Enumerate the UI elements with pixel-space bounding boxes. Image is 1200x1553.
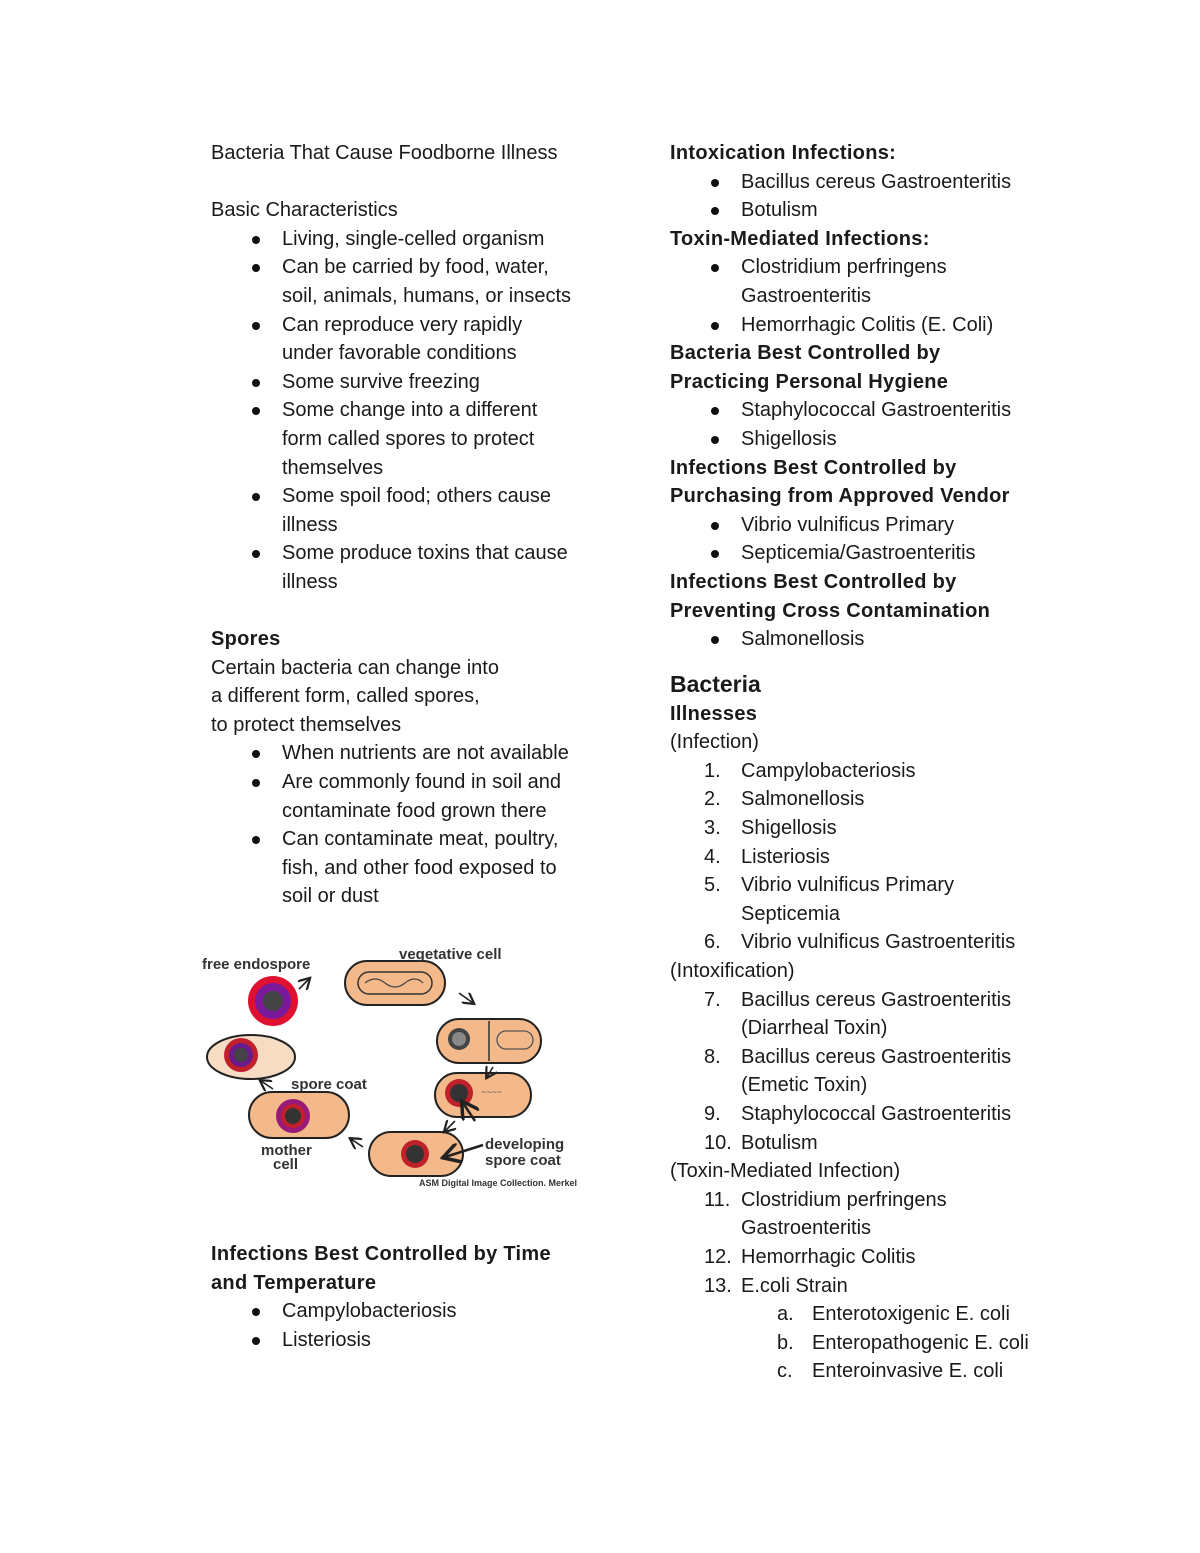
sporulating-cell: [435, 1073, 531, 1117]
list-item: [211, 225, 611, 254]
dividing-cell: [437, 1019, 541, 1063]
list-item: [670, 1129, 1070, 1158]
list-item-text: Can be carried by food, water,: [282, 256, 549, 279]
list-item-text: Septicemia: [741, 902, 840, 925]
list-item-text: Can contaminate meat, poultry,: [282, 828, 559, 851]
list-number: 13.: [704, 1274, 732, 1297]
list-item: [211, 311, 611, 368]
list-item: [670, 168, 1070, 197]
list-item: [211, 368, 611, 397]
list-item-text: E.coli Strain: [741, 1274, 848, 1297]
label-developing: developing: [485, 1136, 565, 1153]
list-item: [670, 1300, 1070, 1329]
list-item-text: soil, animals, humans, or insects: [282, 284, 572, 307]
label-spore-coat: spore coat: [291, 1076, 367, 1093]
list-item-text: Enterotoxigenic E. coli: [812, 1303, 1010, 1326]
list-item-text: Enteroinvasive E. coli: [812, 1360, 1004, 1383]
list-item: [670, 928, 1070, 957]
text-line: Infections Best Controlled by Time: [211, 1243, 551, 1265]
list-number: 10.: [704, 1131, 732, 1154]
list-item: [670, 1243, 1070, 1272]
svg-text:~~~~: ~~~~: [481, 1087, 503, 1097]
text-line: Bacteria Best Controlled by: [670, 342, 941, 365]
text-line: and Temperature: [211, 1271, 377, 1294]
list-item-text: (Diarrheal Toxin): [741, 1017, 888, 1040]
text-line: Preventing Cross Contamination: [670, 599, 991, 622]
list-item-text: Some change into a different: [282, 399, 538, 422]
list-item-text: illness: [282, 513, 338, 536]
list-item-text: Salmonellosis: [741, 628, 865, 651]
time-temperature-section: [211, 1240, 611, 1354]
developing-spore-coat-cell: [369, 1132, 463, 1176]
infection-label: (Infection): [670, 731, 759, 754]
bacteria-heading: Bacteria: [670, 670, 761, 697]
intoxification-label: (Intoxification): [670, 960, 795, 983]
label-cell: cell: [273, 1156, 299, 1173]
left-column: [211, 139, 611, 911]
list-item: [670, 625, 1070, 654]
list-item-text: Listeriosis: [282, 1328, 371, 1351]
text-line: Infections Best Controlled by: [670, 456, 957, 479]
list-item-text: Gastroenteritis: [741, 284, 872, 307]
list-item-text: Can reproduce very rapidly: [282, 313, 523, 336]
text-line: Practicing Personal Hygiene: [670, 370, 949, 393]
list-number: 6.: [704, 931, 721, 954]
text-line: a different form, called spores,: [211, 685, 480, 708]
list-item: [670, 196, 1070, 225]
list-number: 9.: [704, 1103, 721, 1125]
spores-list: [211, 739, 611, 911]
list-item-text: Campylobacteriosis: [282, 1300, 457, 1323]
list-item: [211, 1297, 611, 1326]
list-item: [211, 739, 611, 768]
label-mother: mother: [261, 1142, 312, 1159]
mother-cell: [249, 1092, 349, 1138]
ecoli-strain-list: [670, 1300, 1070, 1386]
list-item: [670, 871, 1070, 928]
label-free-endospore: free endospore: [202, 956, 311, 973]
list-item: [670, 1357, 1070, 1386]
list-number: a.: [777, 1303, 794, 1326]
right-column: [670, 139, 1070, 1386]
list-item-text: Some spoil food; others cause: [282, 485, 552, 508]
toxin-mediated-infection-list: [670, 1186, 1070, 1300]
list-item: [670, 425, 1070, 454]
toxin-mediated-heading: Toxin-Mediated Infections:: [670, 227, 930, 250]
list-item-text: Vibrio vulnificus Gastroenteritis: [741, 931, 1016, 954]
list-number: 3.: [704, 817, 721, 840]
list-number: 11.: [704, 1188, 731, 1211]
label-vegetative-cell: vegetative cell: [399, 946, 502, 963]
toxin-mediated-infection-label: (Toxin-Mediated Infection): [670, 1160, 901, 1183]
list-item-text: Enteropathogenic E. coli: [812, 1331, 1029, 1354]
list-item: [211, 482, 611, 539]
approved-vendor-list: [670, 511, 1070, 568]
list-item: [670, 1043, 1070, 1100]
list-number: 4.: [704, 845, 721, 868]
intoxication-list: [670, 168, 1070, 225]
list-number: 2.: [704, 788, 721, 811]
spores-heading: Spores: [211, 628, 281, 651]
list-item: [670, 785, 1070, 814]
list-item-text: Listeriosis: [741, 845, 830, 868]
list-item: [670, 511, 1070, 540]
list-item-text: Clostridium perfringens: [741, 1188, 947, 1211]
text-line: to protect themselves: [211, 713, 402, 736]
list-item: [211, 1326, 611, 1355]
list-item-text: Some produce toxins that cause: [282, 542, 568, 565]
list-item-text: When nutrients are not available: [282, 742, 569, 765]
illnesses-heading: Illnesses: [670, 702, 758, 725]
text-line: Purchasing from Approved Vendor: [670, 485, 1010, 508]
time-temperature-list: [211, 1297, 611, 1354]
list-item: [670, 757, 1070, 786]
list-number: 7.: [704, 988, 721, 1011]
list-item-text: themselves: [282, 456, 384, 479]
personal-hygiene-heading: [670, 339, 1070, 396]
cross-contamination-heading: [670, 568, 1070, 625]
list-item: [670, 1186, 1070, 1243]
list-item: [211, 539, 611, 596]
intoxification-list: [670, 986, 1070, 1158]
list-item-text: Bacillus cereus Gastroenteritis: [741, 170, 1012, 193]
list-item: [670, 396, 1070, 425]
list-item-text: form called spores to protect: [282, 427, 535, 450]
list-item-text: Bacillus cereus Gastroenteritis: [741, 988, 1012, 1011]
list-item-text: fish, and other food exposed to: [282, 856, 557, 879]
list-item-text: (Emetic Toxin): [741, 1074, 868, 1097]
list-item-text: Clostridium perfringens: [741, 256, 947, 279]
list-item-text: Staphylococcal Gastroenteritis: [741, 1103, 1012, 1125]
text-line: Certain bacteria can change into: [211, 656, 499, 679]
list-item-text: Bacillus cereus Gastroenteritis: [741, 1045, 1012, 1068]
list-number: c.: [777, 1360, 793, 1383]
list-item-text: Gastroenteritis: [741, 1217, 872, 1240]
list-item: [211, 253, 611, 310]
list-item-text: Vibrio vulnificus Primary: [741, 513, 955, 536]
basic-characteristics-heading: Basic Characteristics: [211, 199, 398, 222]
list-number: 8.: [704, 1045, 721, 1068]
cross-contamination-list: [670, 625, 1070, 654]
list-item-text: Shigellosis: [741, 427, 837, 450]
document-title: Bacteria That Cause Foodborne Illness: [211, 142, 558, 164]
list-item-text: soil or dust: [282, 885, 379, 908]
list-item-text: Shigellosis: [741, 817, 837, 840]
list-item: [670, 1329, 1070, 1358]
toxin-mediated-list: [670, 253, 1070, 339]
list-item-text: Botulism: [741, 199, 818, 222]
list-item-text: Salmonellosis: [741, 788, 865, 811]
list-item-text: Hemorrhagic Colitis: [741, 1245, 916, 1268]
list-number: 12.: [704, 1245, 732, 1268]
list-number: 5.: [704, 874, 721, 897]
text-line: Infections Best Controlled by: [670, 570, 957, 593]
list-item-text: Hemorrhagic Colitis (E. Coli): [741, 313, 994, 336]
list-item: [211, 396, 611, 482]
list-item-text: Are commonly found in soil and: [282, 771, 562, 794]
list-number: b.: [777, 1331, 794, 1354]
list-item-text: contaminate food grown there: [282, 799, 547, 822]
infection-list: [670, 757, 1070, 957]
list-item-text: Botulism: [741, 1131, 818, 1154]
list-number: 1.: [704, 759, 721, 782]
label-developing-spore-coat: spore coat: [485, 1152, 561, 1169]
list-item: [670, 539, 1070, 568]
endospore-life-cycle-diagram: [193, 935, 593, 1195]
list-item-text: illness: [282, 570, 338, 593]
list-item-text: Septicemia/Gastroenteritis: [741, 542, 976, 565]
personal-hygiene-list: [670, 396, 1070, 453]
list-item-text: Staphylococcal Gastroenteritis: [741, 399, 1012, 422]
list-item: [670, 843, 1070, 872]
approved-vendor-heading: [670, 454, 1070, 511]
time-temperature-heading: [211, 1240, 611, 1297]
list-item: [670, 311, 1070, 340]
list-item: [670, 1100, 1070, 1129]
basic-characteristics-list: [211, 225, 611, 597]
lysing-cell: [207, 1035, 295, 1079]
list-item-text: Campylobacteriosis: [741, 759, 916, 782]
list-item-text: Living, single-celled organism: [282, 227, 545, 250]
list-item: [670, 986, 1070, 1043]
list-item: [211, 825, 611, 911]
vegetative-cell: [345, 961, 445, 1005]
list-item-text: under favorable conditions: [282, 342, 517, 365]
free-endospore: [248, 976, 298, 1026]
list-item: [211, 768, 611, 825]
list-item-text: Some survive freezing: [282, 370, 480, 393]
list-item: [670, 1272, 1070, 1301]
list-item: [670, 253, 1070, 310]
intoxication-heading: Intoxication Infections:: [670, 142, 897, 164]
list-item-text: Vibrio vulnificus Primary: [741, 874, 955, 897]
figure-credit: ASM Digital Image Collection. Merkel: [419, 1178, 578, 1188]
list-item: [670, 814, 1070, 843]
spores-paragraph: [211, 654, 611, 740]
